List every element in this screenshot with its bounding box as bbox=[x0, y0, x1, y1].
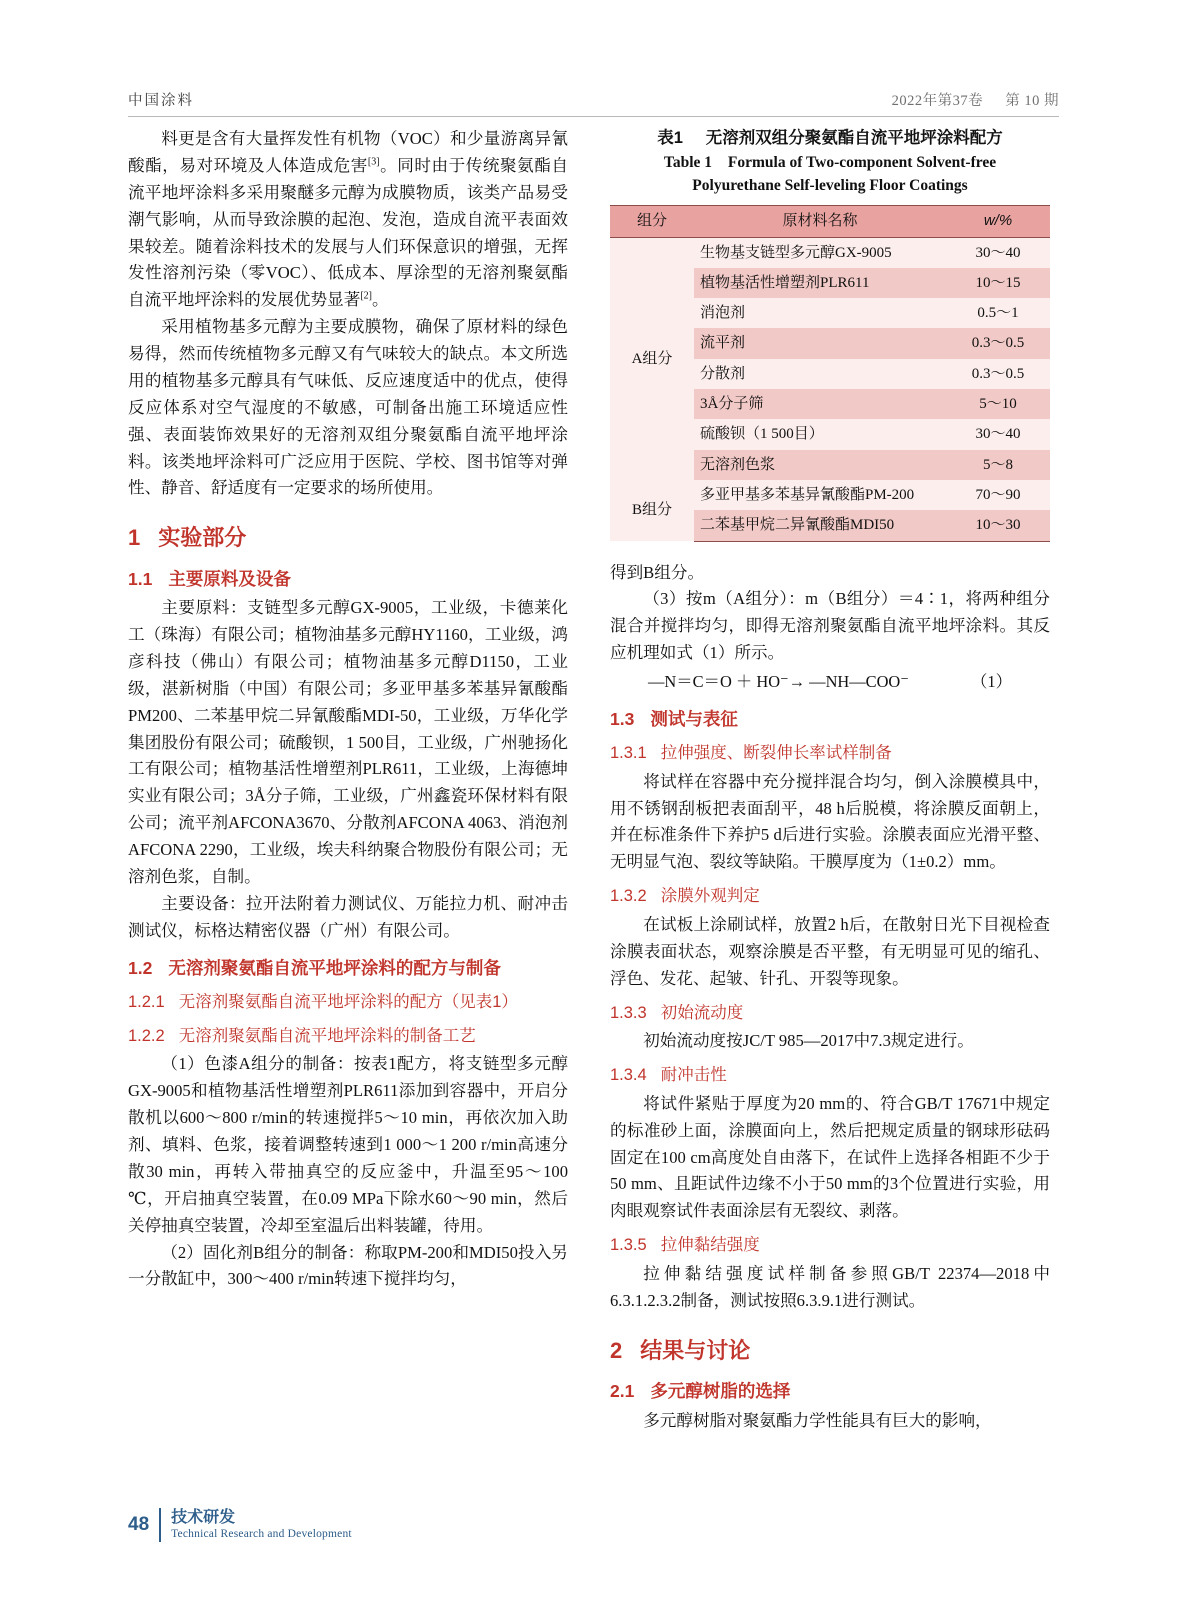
material-value: 10～15 bbox=[946, 268, 1050, 298]
issue-info bbox=[892, 89, 1059, 110]
table-header-row bbox=[610, 206, 1050, 237]
material-name: 二苯基甲烷二异氰酸酯MDI50 bbox=[694, 510, 946, 541]
material-value: 0.3～0.5 bbox=[946, 359, 1050, 389]
table-title-en-2: Polyurethane Self-leveling Floor Coatings bbox=[692, 177, 968, 194]
paragraph: 多元醇树脂对聚氨酯力学性能具有巨大的影响， bbox=[643, 1410, 992, 1430]
paragraph: 拉伸黏结强度试样制备参照GB/T 22374—2018中6.3.1.2.3.2制备，测试按照6.3.9.1进行测试。 bbox=[610, 1263, 1050, 1310]
table-caption-en-line1 bbox=[610, 151, 1050, 174]
footer-divider bbox=[159, 1508, 161, 1542]
table-caption-zh bbox=[610, 126, 1050, 151]
subsubsection-title: 涂膜外观判定 bbox=[660, 887, 760, 906]
footer-section-en: Technical Research and Development bbox=[171, 1527, 352, 1540]
subsubsection-title: 无溶剂聚氨酯自流平地坪涂料的制备工艺 bbox=[178, 1026, 476, 1045]
formula-table bbox=[610, 205, 1050, 541]
subsection-title: 主要原料及设备 bbox=[168, 568, 291, 589]
footer-section bbox=[171, 1509, 352, 1541]
subsubsection-title: 无溶剂聚氨酯自流平地坪涂料的配方（见表1） bbox=[178, 992, 518, 1011]
subsubsection-number: 1.3.3 bbox=[610, 1003, 647, 1022]
table-label-en: Table 1 bbox=[663, 153, 713, 171]
material-name: 消泡剂 bbox=[694, 298, 946, 328]
subsection-heading-1-2 bbox=[128, 954, 568, 982]
paragraph: （1）色漆A组分的制备：按表1配方，将支链型多元醇GX-9005和植物基活性增塑剂PLR611添加到容器中，开启分散机以600～800 r/min的转速搅拌5～10 min，再依次加入助剂、填料、色浆，接着调整转速到1 000～1 200 r/min高速分散30 min，再转入带抽真空的反应釜中，升温至95～100 ℃，开启抽真空装置，在0.09 MPa下除水60～90 min，然后关停抽真空装置，冷却至室温后出料装罐，待用。 bbox=[128, 1054, 568, 1235]
subsubsection-number: 1.3.4 bbox=[610, 1066, 647, 1085]
material-value: 30～40 bbox=[946, 237, 1050, 268]
subsection-number: 1.3 bbox=[610, 708, 635, 729]
subsection-heading-2-1 bbox=[610, 1377, 1050, 1405]
table-caption bbox=[610, 126, 1050, 197]
table-caption-en-line2 bbox=[610, 174, 1050, 197]
page-footer bbox=[128, 1508, 352, 1542]
paragraph: （2）固化剂B组分的制备：称取PM-200和MDI50投入另一分散缸中，300～400 r/min转速下搅拌均匀， bbox=[128, 1242, 568, 1289]
section-heading-1 bbox=[128, 520, 568, 556]
subsubsection-title: 拉伸强度、断裂伸长率试样制备 bbox=[660, 743, 892, 762]
table-body bbox=[610, 237, 1050, 541]
group-label-a: A组分 bbox=[610, 237, 694, 480]
paragraph: 初始流动度按JC/T 985—2017中7.3规定进行。 bbox=[643, 1031, 974, 1051]
subsubsection-number: 1.2.2 bbox=[128, 1026, 165, 1045]
subsubsection-title: 初始流动度 bbox=[660, 1003, 744, 1022]
paragraph: 料更是含有大量挥发性有机物（VOC）和少量游离异氰酸酯，易对环境及人体造成危害[3]。同时由于传统聚氨酯自流平地坪涂料多采用聚醚多元醇为成膜物质，该类产品易受潮气影响，从而导致涂膜的起泡、发泡，造成自流平表面效果较差。随着涂料技术的发展与人们环保意识的增强，无挥发性溶剂污染（零VOC）、低成本、厚涂型的无溶剂聚氨酯自流平地坪涂料的发展优势显著[2]。 bbox=[128, 129, 569, 310]
material-value: 5～8 bbox=[946, 450, 1050, 480]
subsubsection-number: 1.3.5 bbox=[610, 1236, 647, 1255]
section-heading-2 bbox=[610, 1333, 1050, 1369]
page-number: 48 bbox=[128, 1514, 150, 1535]
equation-number: （1） bbox=[971, 672, 1012, 692]
paragraph: 将试件紧贴于厚度为20 mm的、符合GB/T 17671中规定的标准砂上面，涂膜面向上，然后把规定质量的钢球形砝码固定在100 cm高度处自由落下，在试件上选择各相距不少于50 mm、且距试件边缘不小于50 mm的3个位置进行实验，用肉眼观察试件表面涂层有无裂纹、剥落。 bbox=[610, 1093, 1050, 1221]
table-title-zh: 无溶剂双组分聚氨酯自流平地坪涂料配方 bbox=[705, 129, 1003, 147]
subsection-title: 测试与表征 bbox=[650, 708, 738, 729]
subsubsection-title: 拉伸黏结强度 bbox=[660, 1236, 760, 1255]
subsubsection-heading-1-3-5 bbox=[610, 1232, 1050, 1259]
material-value: 5～10 bbox=[946, 389, 1050, 419]
group-label-b: B组分 bbox=[610, 480, 694, 541]
issue-label: 第 10 期 bbox=[1005, 93, 1059, 109]
subsection-heading-1-1 bbox=[128, 565, 568, 593]
subsubsection-number: 1.2.1 bbox=[128, 992, 165, 1011]
paragraph: 主要设备：拉开法附着力测试仪、万能拉力机、耐冲击测试仪，标格达精密仪器（广州）有限公司。 bbox=[128, 893, 568, 940]
subsubsection-heading-1-3-3 bbox=[610, 1000, 1050, 1027]
material-name: 分散剂 bbox=[694, 359, 946, 389]
volume-label: 2022年第37卷 bbox=[891, 93, 984, 109]
paragraph: 主要原料：支链型多元醇GX-9005，工业级，卡德莱化工（珠海）有限公司；植物油基多元醇HY1160，工业级，鸿彦科技（佛山）有限公司；植物油基多元醇D1150，工业级，湛新树脂（中国）有限公司；多亚甲基多苯基异氰酸酯PM200、二苯基甲烷二异氰酸酯MDI-50，工业级，万华化学集团股份有限公司；硫酸钡，1 500目，工业级，广州驰扬化工有限公司；植物基活性增塑剂PLR611，工业级，上海德坤实业有限公司；3Å分子筛，工业级，广州鑫瓷环保材料有限公司；流平剂AFCONA3670、分散剂AFCONA 4063、消泡剂AFCONA 2290，工业级，埃夫科纳聚合物股份有限公司；无溶剂色浆，自制。 bbox=[128, 598, 568, 886]
subsection-number: 1.1 bbox=[128, 568, 153, 589]
section-number: 1 bbox=[128, 525, 141, 551]
subsubsection-title: 耐冲击性 bbox=[660, 1066, 727, 1085]
table-label-zh: 表1 bbox=[657, 129, 683, 147]
paragraph: 在试板上涂刷试样，放置2 h后，在散射日光下目视检查涂膜表面状态，观察涂膜是否平整，有无明显可见的缩孔、浮色、发花、起皱、针孔、开裂等现象。 bbox=[610, 914, 1050, 988]
table-header-component: 组分 bbox=[610, 206, 694, 237]
table-header-mass-fraction: w/% bbox=[946, 206, 1050, 237]
journal-name: 中国涂料 bbox=[128, 93, 194, 109]
right-column bbox=[610, 126, 1050, 1435]
material-name: 3Å分子筛 bbox=[694, 389, 946, 419]
subsubsection-heading-1-2-2 bbox=[128, 1023, 568, 1050]
material-name: 流平剂 bbox=[694, 328, 946, 358]
material-value: 30～40 bbox=[946, 419, 1050, 449]
material-name: 植物基活性增塑剂PLR611 bbox=[694, 268, 946, 298]
section-number: 2 bbox=[610, 1337, 623, 1363]
subsubsection-number: 1.3.2 bbox=[610, 887, 647, 906]
reaction-equation bbox=[610, 669, 1050, 696]
section-title: 实验部分 bbox=[158, 525, 247, 551]
left-column bbox=[128, 126, 568, 1293]
table-title-en-1: Formula of Two-component Solvent-free bbox=[727, 153, 997, 171]
subsubsection-heading-1-2-1 bbox=[128, 989, 568, 1016]
material-value: 70～90 bbox=[946, 480, 1050, 510]
equation-body: —N＝C＝O ＋ HO⁻→ —NH—COO⁻ bbox=[648, 672, 909, 692]
paragraph: 将试样在容器中充分搅拌混合均匀，倒入涂膜模具中，用不锈钢刮板把表面刮平，48 h后脱模，将涂膜反面朝上，并在标准条件下养护5 d后进行实验。涂膜表面应光滑平整、无明显气泡、裂纹等缺陷。干膜厚度为（1±0.2）mm。 bbox=[610, 771, 1050, 872]
subsubsection-heading-1-3-4 bbox=[610, 1062, 1050, 1089]
page-header bbox=[128, 80, 1059, 117]
subsubsection-number: 1.3.1 bbox=[610, 743, 647, 762]
table-head bbox=[610, 206, 1050, 237]
footer-section-zh: 技术研发 bbox=[171, 1509, 236, 1527]
subsection-number: 2.1 bbox=[610, 1381, 635, 1402]
material-name: 硫酸钡（1 500目） bbox=[694, 419, 946, 449]
paragraph: 采用植物基多元醇为主要成膜物，确保了原材料的绿色易得，然而传统植物多元醇又有气味较大的缺点。本文所选用的植物基多元醇具有气味低、反应速度适中的优点，使得反应体系对空气湿度的不敏感，可制备出施工环境适应性强、表面装饰效果好的无溶剂双组分聚氨酯自流平地坪涂料。该类地坪涂料可广泛应用于医院、学校、图书馆等对弹性、静音、舒适度有一定要求的场所使用。 bbox=[128, 317, 568, 498]
paragraph: （3）按m（A组分）：m（B组分）＝4∶1，将两种组分混合并搅拌均匀，即得无溶剂聚氨酯自流平地坪涂料。其反应机理如式（1）所示。 bbox=[610, 589, 1050, 663]
material-name: 多亚甲基多苯基异氰酸酯PM-200 bbox=[694, 480, 946, 510]
material-name: 无溶剂色浆 bbox=[694, 450, 946, 480]
material-value: 0.3～0.5 bbox=[946, 328, 1050, 358]
subsubsection-heading-1-3-1 bbox=[610, 740, 1050, 767]
table-row bbox=[610, 237, 1050, 268]
subsection-number: 1.2 bbox=[128, 957, 153, 978]
subsection-heading-1-3 bbox=[610, 705, 1050, 733]
material-value: 0.5～1 bbox=[946, 298, 1050, 328]
paragraph: 得到B组分。 bbox=[610, 562, 705, 582]
table-header-material: 原材料名称 bbox=[694, 206, 946, 237]
table-row bbox=[610, 480, 1050, 510]
material-name: 生物基支链型多元醇GX-9005 bbox=[694, 237, 946, 268]
subsubsection-heading-1-3-2 bbox=[610, 883, 1050, 910]
material-value: 10～30 bbox=[946, 510, 1050, 541]
section-title: 结果与讨论 bbox=[640, 1337, 751, 1363]
subsection-title: 多元醇树脂的选择 bbox=[650, 1381, 791, 1402]
subsection-title: 无溶剂聚氨酯自流平地坪涂料的配方与制备 bbox=[168, 957, 501, 978]
